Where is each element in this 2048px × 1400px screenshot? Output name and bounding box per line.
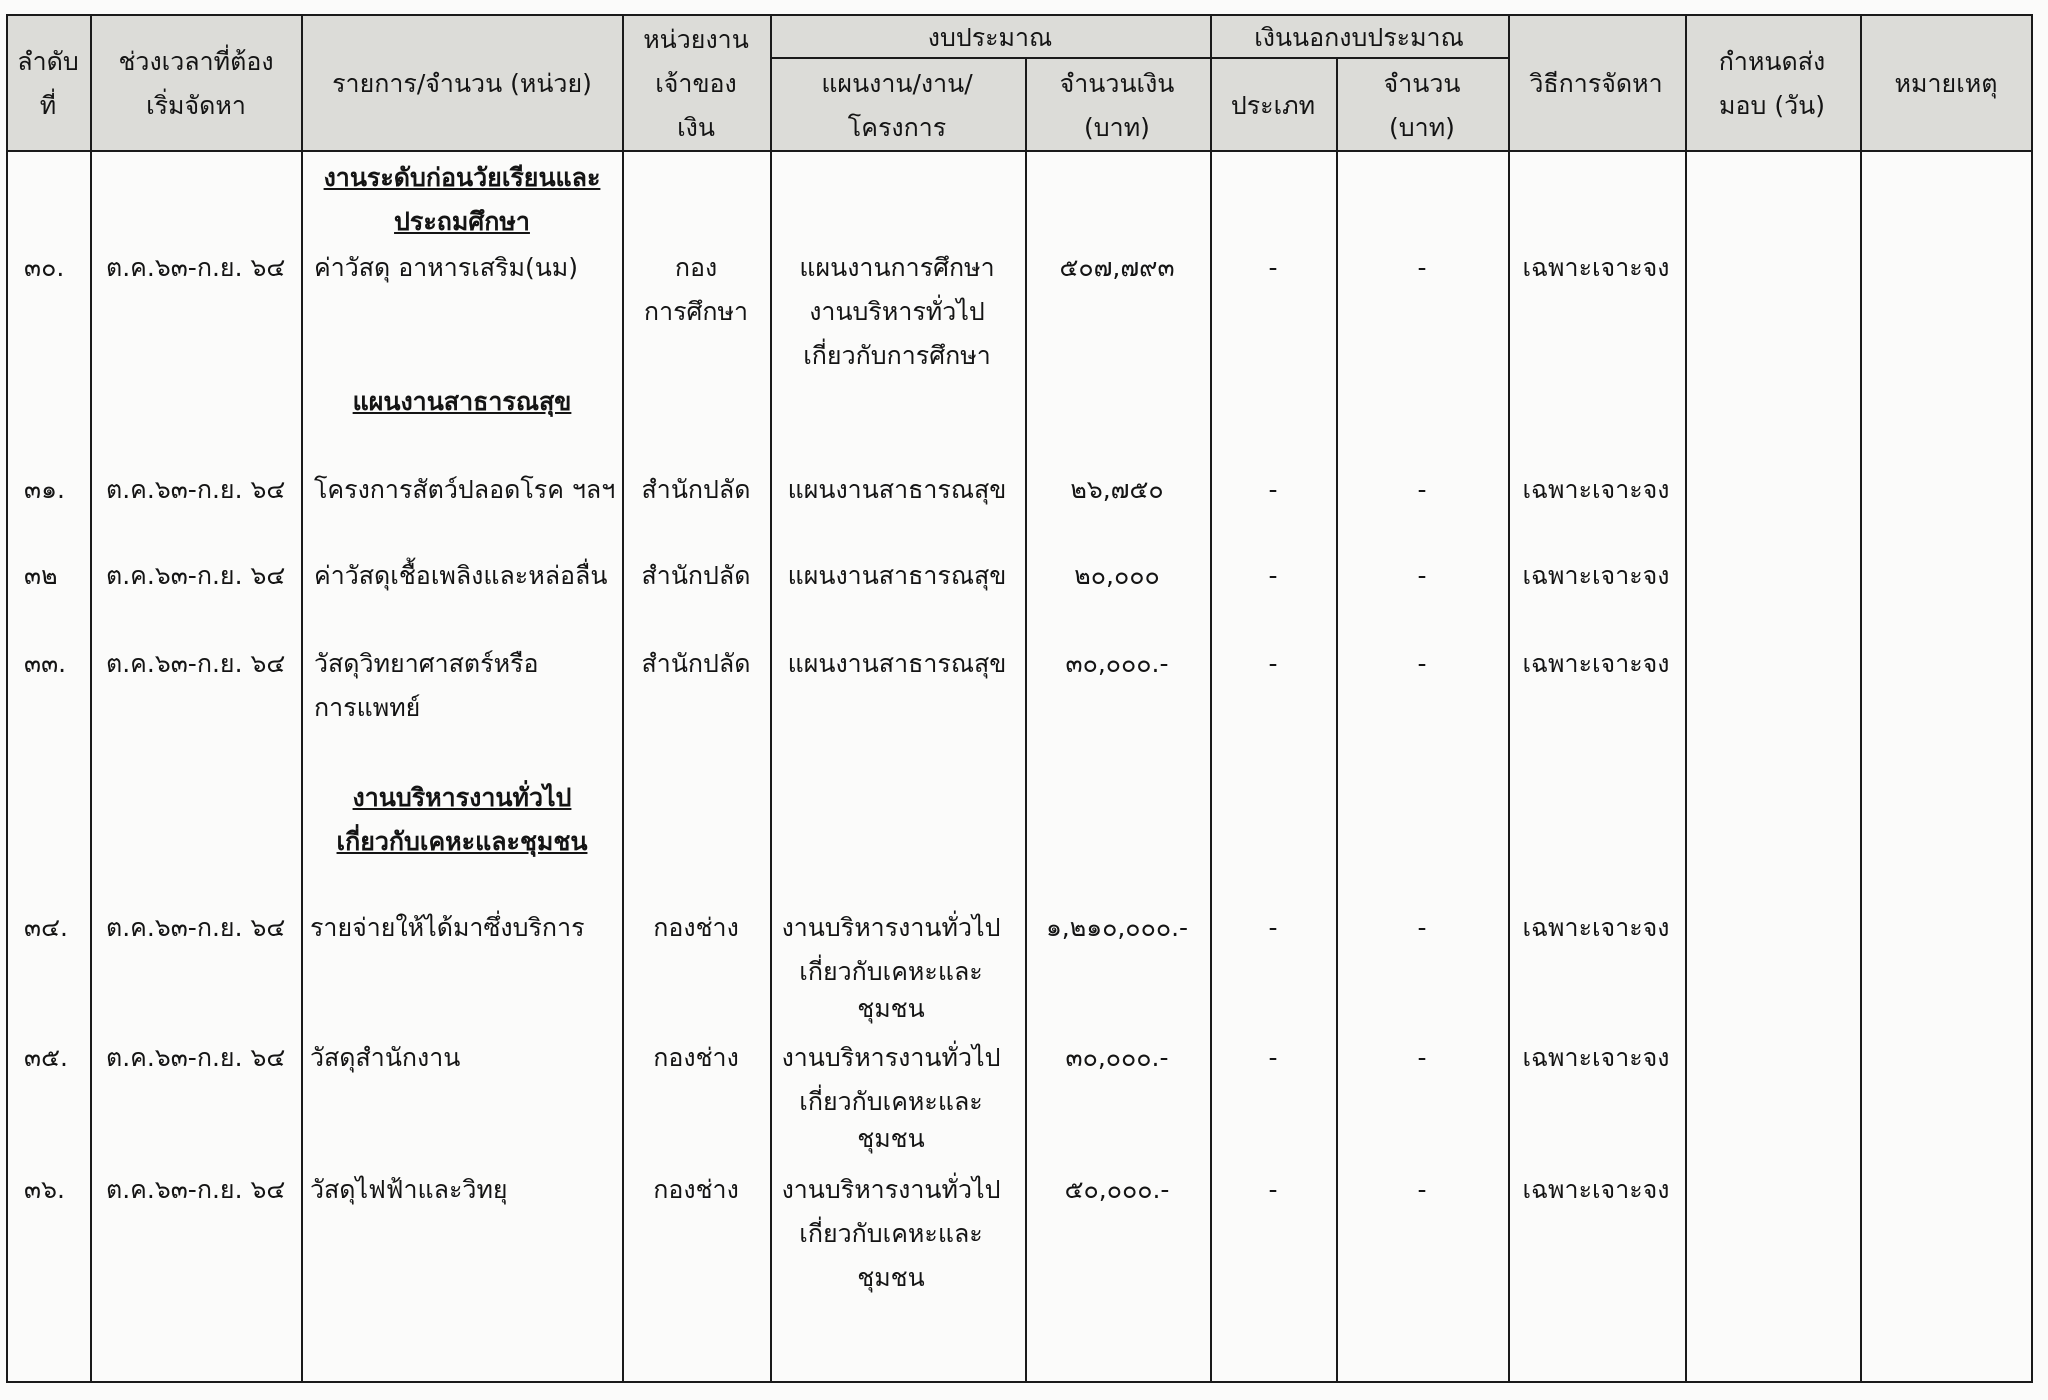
row-amount: ๕๐๗,๗๙๓ — [1059, 253, 1175, 282]
col-divider — [1210, 14, 1212, 1383]
row-owner: สำนักปลัด — [641, 475, 751, 504]
row-method: เฉพาะเจาะจง — [1522, 649, 1670, 678]
row-period: ต.ค.๖๓-ก.ย. ๖๔ — [106, 913, 286, 942]
row-period: ต.ค.๖๓-ก.ย. ๖๔ — [106, 475, 286, 504]
col-divider — [1508, 14, 1510, 1383]
header-type: ประเภท — [1230, 91, 1316, 120]
row-amount: ๑,๒๑๐,๐๐๐.- — [1045, 913, 1189, 942]
col-divider — [770, 14, 772, 1383]
row-owner: กองช่าง — [653, 1043, 739, 1072]
header-period: ช่วงเวลาที่ต้อง เริ่มจัดหา — [118, 47, 274, 120]
row-owner: สำนักปลัด — [641, 561, 751, 590]
header-off-amount: จำนวน (บาท) — [1383, 69, 1461, 142]
row-off-amount: - — [1417, 475, 1427, 504]
row-no: ๓๔. — [24, 913, 68, 942]
row-off-amount: - — [1417, 561, 1427, 590]
row-item: รายจ่ายให้ได้มาซึ่งบริการ — [310, 913, 585, 942]
section-heading: งานบริหารงานทั่วไป เกี่ยวกับเคหะและชุมชน — [336, 783, 588, 856]
row-method: เฉพาะเจาะจง — [1522, 1043, 1670, 1072]
row-amount: ๓๐,๐๐๐.- — [1065, 649, 1169, 678]
row-plan: แผนงานสาธารณสุข — [787, 649, 1007, 678]
header-budget-group: งบประมาณ — [927, 23, 1053, 52]
row-plan: งานบริหารงานทั่วไป เกี่ยวกับเคหะและ ชุมชน — [781, 913, 1001, 1023]
col-divider — [1860, 14, 1862, 1383]
row-no: ๓๐. — [24, 253, 65, 282]
row-amount: ๒๖,๗๕๐ — [1070, 475, 1164, 504]
header-delivery: กำหนดส่ง มอบ (วัน) — [1718, 47, 1826, 120]
row-item: โครงการสัตว์ปลอดโรค ฯลฯ — [314, 475, 616, 504]
row-type: - — [1268, 649, 1278, 678]
row-item: วัสดุสำนักงาน — [310, 1043, 461, 1072]
header-offbudget-group: เงินนอกงบประมาณ — [1254, 23, 1464, 52]
row-no: ๓๒ — [24, 561, 58, 590]
header-owner: หน่วยงาน เจ้าของ เงิน — [643, 25, 749, 142]
row-amount: ๒๐,๐๐๐ — [1074, 561, 1160, 590]
row-no: ๓๖. — [24, 1175, 65, 1204]
row-off-amount: - — [1417, 253, 1427, 282]
col-divider — [1025, 58, 1027, 1383]
row-owner: กองช่าง — [653, 1175, 739, 1204]
row-period: ต.ค.๖๓-ก.ย. ๖๔ — [106, 649, 286, 678]
row-no: ๓๑. — [24, 475, 65, 504]
row-type: - — [1268, 475, 1278, 504]
header-bottom-border — [6, 150, 2033, 152]
row-item: ค่าวัสดุ อาหารเสริม(นม) — [314, 253, 579, 282]
row-plan: แผนงานสาธารณสุข — [787, 561, 1007, 590]
row-no: ๓๓. — [24, 649, 67, 678]
row-plan: แผนงานการศึกษา งานบริหารทั่วไป เกี่ยวกับการศึกษา — [799, 253, 995, 370]
col-divider — [1685, 14, 1687, 1383]
row-owner: สำนักปลัด — [641, 649, 751, 678]
header-method: วิธีการจัดหา — [1529, 69, 1663, 98]
row-item: วัสดุไฟฟ้าและวิทยุ — [310, 1175, 508, 1204]
row-plan: แผนงานสาธารณสุข — [787, 475, 1007, 504]
row-period: ต.ค.๖๓-ก.ย. ๖๔ — [106, 1175, 286, 1204]
row-type: - — [1268, 913, 1278, 942]
row-item: ค่าวัสดุเชื้อเพลิงและหล่อลื่น — [314, 561, 608, 590]
row-method: เฉพาะเจาะจง — [1522, 475, 1670, 504]
header-remark: หมายเหตุ — [1894, 69, 1998, 98]
row-type: - — [1268, 1043, 1278, 1072]
col-divider — [301, 14, 303, 1383]
row-off-amount: - — [1417, 1175, 1427, 1204]
col-divider — [90, 14, 92, 1383]
row-type: - — [1268, 253, 1278, 282]
section-heading: งานระดับก่อนวัยเรียนและ ประถมศึกษา — [323, 163, 601, 236]
header-amount: จำนวนเงิน (บาท) — [1059, 69, 1175, 142]
row-method: เฉพาะเจาะจง — [1522, 1175, 1670, 1204]
row-amount: ๓๐,๐๐๐.- — [1065, 1043, 1169, 1072]
header-no: ลำดับ ที่ — [17, 47, 79, 120]
col-divider — [622, 14, 624, 1383]
row-item: วัสดุวิทยาศาสตร์หรือ การแพทย์ — [314, 649, 539, 722]
row-no: ๓๕. — [24, 1043, 68, 1072]
col-divider — [1336, 58, 1338, 1383]
row-period: ต.ค.๖๓-ก.ย. ๖๔ — [106, 561, 286, 590]
row-method: เฉพาะเจาะจง — [1522, 561, 1670, 590]
header-plan: แผนงาน/งาน/ โครงการ — [821, 69, 973, 142]
row-owner: กอง การศึกษา — [643, 253, 749, 326]
row-amount: ๕๐,๐๐๐.- — [1064, 1175, 1170, 1204]
row-type: - — [1268, 1175, 1278, 1204]
row-off-amount: - — [1417, 913, 1427, 942]
row-plan: งานบริหารงานทั่วไป เกี่ยวกับเคหะและ ชุมชน — [781, 1175, 1001, 1292]
row-plan: งานบริหารงานทั่วไป เกี่ยวกับเคหะและ ชุมชน — [781, 1043, 1001, 1153]
row-off-amount: - — [1417, 649, 1427, 678]
row-period: ต.ค.๖๓-ก.ย. ๖๔ — [106, 1043, 286, 1072]
row-period: ต.ค.๖๓-ก.ย. ๖๔ — [106, 253, 286, 282]
section-heading: แผนงานสาธารณสุข — [352, 387, 572, 416]
row-off-amount: - — [1417, 1043, 1427, 1072]
row-type: - — [1268, 561, 1278, 590]
header-item: รายการ/จำนวน (หน่วย) — [332, 69, 592, 98]
row-method: เฉพาะเจาะจง — [1522, 253, 1670, 282]
row-owner: กองช่าง — [653, 913, 739, 942]
row-method: เฉพาะเจาะจง — [1522, 913, 1670, 942]
